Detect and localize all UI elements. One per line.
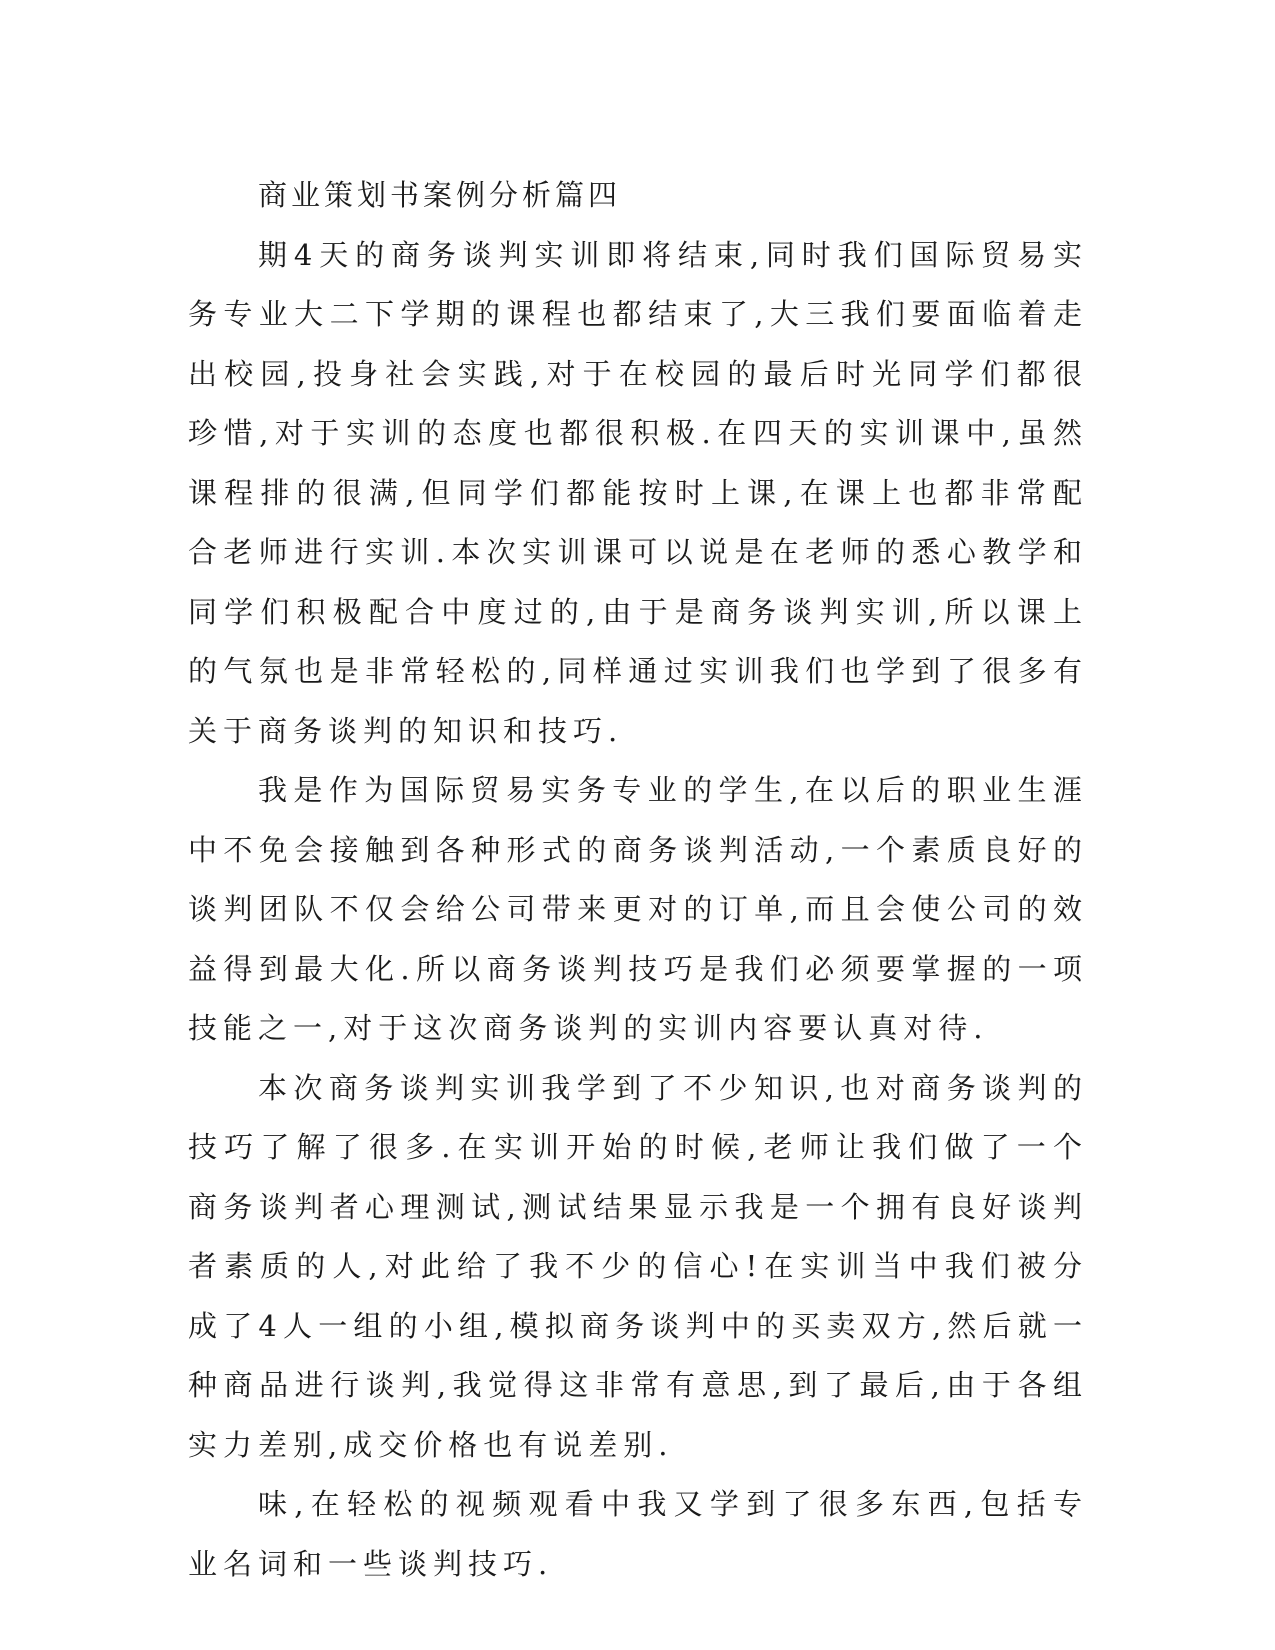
paragraph-1: 期4天的商务谈判实训即将结束,同时我们国际贸易实务专业大二下学期的课程也都结束了,大三我们要面临着走出校园,投身社会实践,对于在校园的最后时光同学们都很珍惜,对于实训的态度也都很积极.在四天的实训课中,虽然课程排的很满,但同学们都能按时上课,在课上也都非常配合老师进行实训.本次实训课可以说是在老师的悉心教学和同学们积极配合中度过的,由于是商务谈判实训,所以课上的气氛也是非常轻松的,同样通过实训我们也学到了很多有关于商务谈判的知识和技巧. bbox=[188, 237, 1088, 748]
document-body bbox=[188, 166, 1088, 1594]
paragraph-2: 我是作为国际贸易实务专业的学生,在以后的职业生涯中不免会接触到各种形式的商务谈判活动,一个素质良好的谈判团队不仅会给公司带来更对的订单,而且会使公司的效益得到最大化.所以商务谈判技巧是我们必须要掌握的一项技能之一,对于这次商务谈判的实训内容要认真对待. bbox=[188, 773, 1088, 1045]
document-title: 商业策划书案例分析篇四 bbox=[258, 178, 622, 212]
paragraph-3: 本次商务谈判实训我学到了不少知识,也对商务谈判的技巧了解了很多.在实训开始的时候,老师让我们做了一个商务谈判者心理测试,测试结果显示我是一个拥有良好谈判者素质的人,对此给了我不少的信心!在实训当中我们被分成了4人一组的小组,模拟商务谈判中的买卖双方,然后就一种商品进行谈判,我觉得这非常有意思,到了最后,由于各组实力差别,成交价格也有说差别. bbox=[188, 1070, 1088, 1462]
paragraph-4: 味,在轻松的视频观看中我又学到了很多东西,包括专业名词和一些谈判技巧. bbox=[188, 1487, 1088, 1581]
